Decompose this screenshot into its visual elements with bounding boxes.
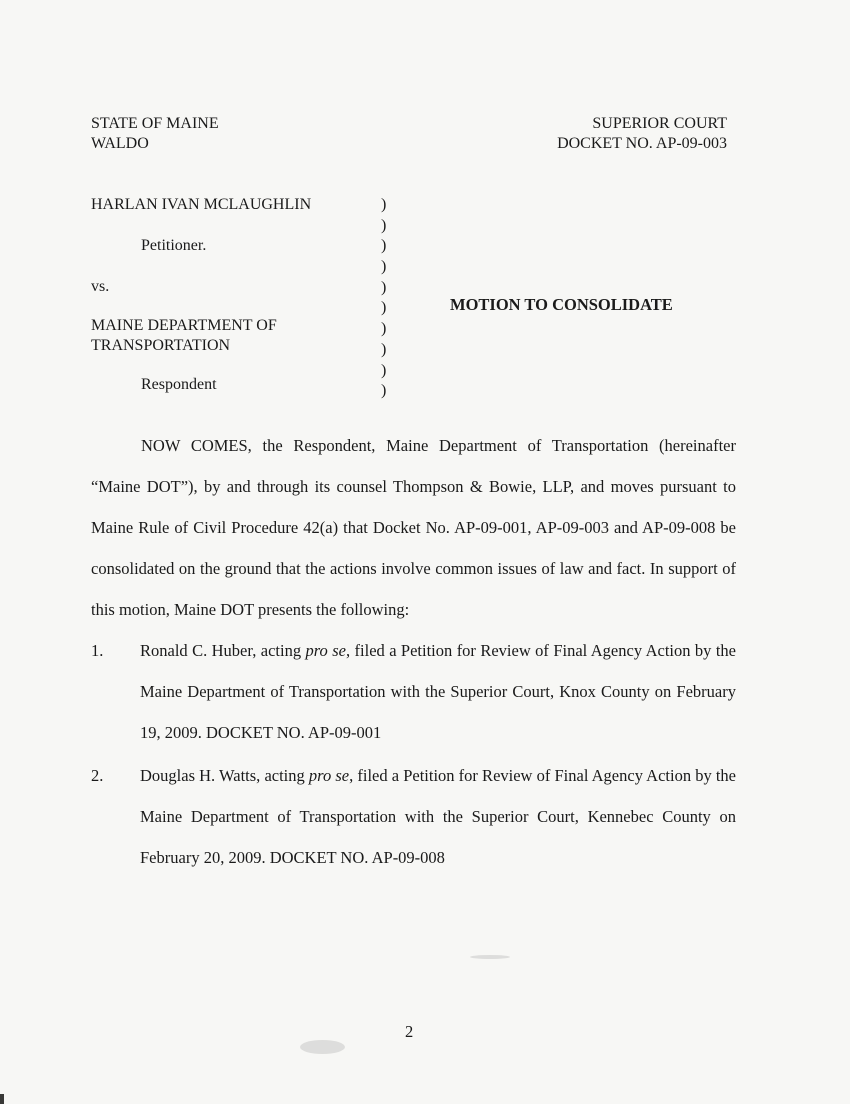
respondent-name-line1: MAINE DEPARTMENT OF — [91, 317, 277, 334]
item-text-italic: pro se — [308, 766, 350, 785]
scan-mark — [0, 1094, 4, 1104]
intro-text: NOW COMES, the Respondent, Maine Department of Transportation (hereinafter “Maine DOT”), by and through its counsel Thompson & Bowie, LLP, and moves pursuant to Maine Rule of Civil Procedure 42(a) that Docket No. AP-09-001, AP-09-003 and AP-09-008 be consolidated on the ground that the actions involve common issues of law and fact. In support of this motion, Maine DOT presents the following: — [91, 436, 736, 619]
respondent-label: Respondent — [141, 376, 217, 393]
caption-paren: ) — [381, 237, 387, 255]
item-number: 2. — [91, 766, 104, 785]
scan-smudge — [470, 955, 510, 959]
caption-paren: ) — [381, 320, 387, 338]
petitioner-label: Petitioner. — [141, 237, 207, 254]
petitioner-name: HARLAN IVAN MCLAUGHLIN — [91, 196, 312, 213]
intro-paragraph — [91, 425, 736, 630]
item-text-end: , filed a Petition for Review of Final Agency Action by the Maine Department of Transportation with the Superior Court, Kennebec County on February 20, 2009. DOCKET NO. AP-09-008 — [140, 766, 737, 867]
caption-paren: ) — [381, 361, 387, 379]
county-line: WALDO — [91, 135, 149, 152]
versus-label: vs. — [91, 278, 110, 295]
caption-paren: ) — [381, 299, 387, 317]
docket-line: DOCKET NO. AP-09-003 — [557, 135, 727, 152]
motion-title: MOTION TO CONSOLIDATE — [450, 295, 673, 314]
item-text — [140, 630, 736, 753]
numbered-item — [91, 755, 736, 878]
page-number: 2 — [405, 1022, 414, 1041]
caption-paren: ) — [381, 382, 387, 400]
court-header-right — [557, 114, 727, 154]
item-text-end: , filed a Petition for Review of Final Agency Action by the Maine Department of Transportation with the Superior Court, Knox County on February 19, 2009. DOCKET NO. AP-09-001 — [140, 641, 736, 742]
state-line: STATE OF MAINE — [91, 115, 219, 132]
caption-paren: ) — [381, 196, 387, 213]
caption-paren-column — [381, 195, 393, 402]
caption-paren: ) — [381, 216, 387, 234]
scan-smudge — [300, 1040, 345, 1054]
caption-paren: ) — [381, 278, 387, 296]
court-header-left — [91, 114, 219, 154]
respondent-name-line2: TRANSPORTATION — [91, 337, 231, 354]
item-text-start: Ronald C. Huber, acting — [140, 641, 306, 660]
numbered-item — [91, 630, 736, 753]
caption-paren: ) — [381, 258, 387, 276]
item-text — [140, 755, 736, 878]
caption-paren: ) — [381, 340, 387, 358]
item-text-start: Douglas H. Watts, acting — [140, 766, 309, 785]
item-number: 1. — [91, 641, 104, 660]
item-text-italic: pro se — [305, 641, 346, 660]
court-line: SUPERIOR COURT — [592, 115, 727, 132]
